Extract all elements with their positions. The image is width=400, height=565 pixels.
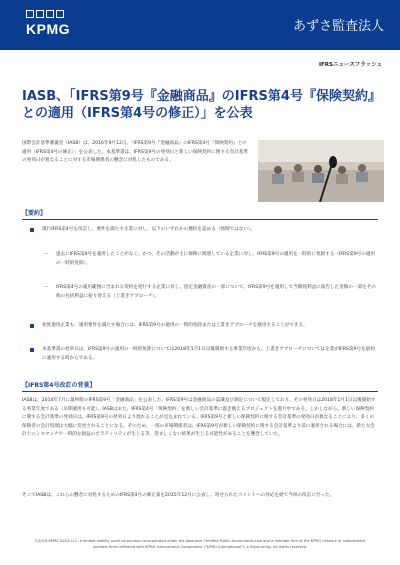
list-item — [44, 284, 376, 301]
summary-sub-2: IFRS第4号の適用範囲に含まれる契約を発行する企業に対し、指定金融資産の一部について、IFRS第9号を適用して当期純利益に報告した金額の一部をその他の包括利益に振り替える（上書きアプローチ）。 — [56, 285, 376, 299]
background-heading — [22, 380, 378, 392]
copyright-footer: ©2016 KPMG AZSA LLC, a limited liability audit corporation incorporated under the Japanese Certified Public Accountants Law and a member firm of the KPMG network of independent member firms affiliated with KPMG International Cooperative ("KPMG International"), a Swiss entity. All rights reserved. — [34, 539, 366, 549]
firm-name: あずさ監査法人 — [292, 19, 384, 34]
dash-icon: — — [44, 285, 49, 290]
newsletter-label: IFRSニュースフラッシュ — [318, 62, 382, 68]
summary-heading-text: 【要約】 — [22, 210, 47, 217]
list-item — [30, 322, 376, 331]
background-paragraph-1: IASBは、2014年7月に最終版のIFRS第9号「金融商品」を公表した。IFRS第9号は金融商品の認識及び測定について規定しており、その発効日は2018年1月1日以後開始する事業年度である（早期適用も可能）。IASBはまた、IFRS第4号「保険契約」を新しい会計基準に置き換えるプロジェクトを進行中である。しかしながら、新しい保険契約に関する会計基準の発効日は、IFRS第9号の発効日より遅れることが見込まれている。IFRS第9号と新しい保険契約に関する会計基準の発効日が異なることにより、多くの保険者の会計処理は大幅に変更されることになる。そのため、一部の市場関係者は、IFRS第9号が新しい保険契約に関する会計基準より前に適用される場合には、新たな会計上のミスマッチや一時的な損益のボラティリティが生じる等、望ましくない結果が生じる可能性があることを懸念していた。 — [22, 398, 376, 438]
kpmg-logo: KPMG — [26, 21, 70, 37]
bullet-square-icon — [30, 324, 34, 328]
bullet-square-icon — [30, 228, 34, 232]
summary-bullet-2: 初度適用企業も、適用要件を満たす場合には、IFRS第9号の適用の一時的免除または上書きアプローチを適用することができる。 — [42, 323, 308, 328]
background-heading-text: 【IFRS第4号改訂の背景】 — [22, 382, 96, 389]
list-item — [44, 251, 376, 268]
summary-bullet-3: 本基準書の発効日は、IFRS第9号の適用の一時的免除については2018年1月1日以後開始する事業年度から、上書きアプローチについては企業がIFRS第9号を最初に適用する時からである。 — [42, 347, 375, 361]
summary-sub-1: 過去にIFRS第9号を適用したことがなく、かつ、その活動が主に保険に関連している企業に対し、IFRS第9号の適用を一時的に免除する（IFRS第9号の適用の一時的免除）。 — [56, 252, 376, 266]
dash-icon: — — [44, 252, 49, 257]
intro-paragraph: 国際会計基準審議会（IASB）は、2016年9月12日、「IFRS第9号『金融商品』のIFRS第4号『保険契約』との適用（IFRS第4号の修正）」を公表した。本基準書は、IFRS第9号の発効日と新しい保険契約に関する会計基準の発効日が異なることに対する市場関係者の懸念に対処したものである。 — [22, 141, 248, 164]
page-title: IASB、「IFRS第9号『金融商品』のIFRS第4号『保険契約』との適用（IFRS第4号の修正）」を公表 — [22, 89, 381, 121]
header-bar — [0, 0, 400, 50]
kpmg-logo-icon — [26, 10, 64, 18]
bullet-square-icon — [30, 348, 34, 352]
list-item — [30, 346, 376, 363]
list-item — [30, 226, 376, 235]
background-paragraph-2: そこでIASBは、これらの懸念に対処するためのIFRS第4号の修正案を2015年12月に公表し、寄せられたコメントへの対応を経て今回の改訂に至った。 — [22, 493, 335, 498]
summary-bullet-1: 現行IFRS第4号を改訂し、要件を満たす企業に対し、以下のいずれかの選択を認める（強制ではない）。 — [42, 227, 255, 232]
conference-photo — [258, 140, 384, 202]
summary-heading — [22, 208, 378, 220]
